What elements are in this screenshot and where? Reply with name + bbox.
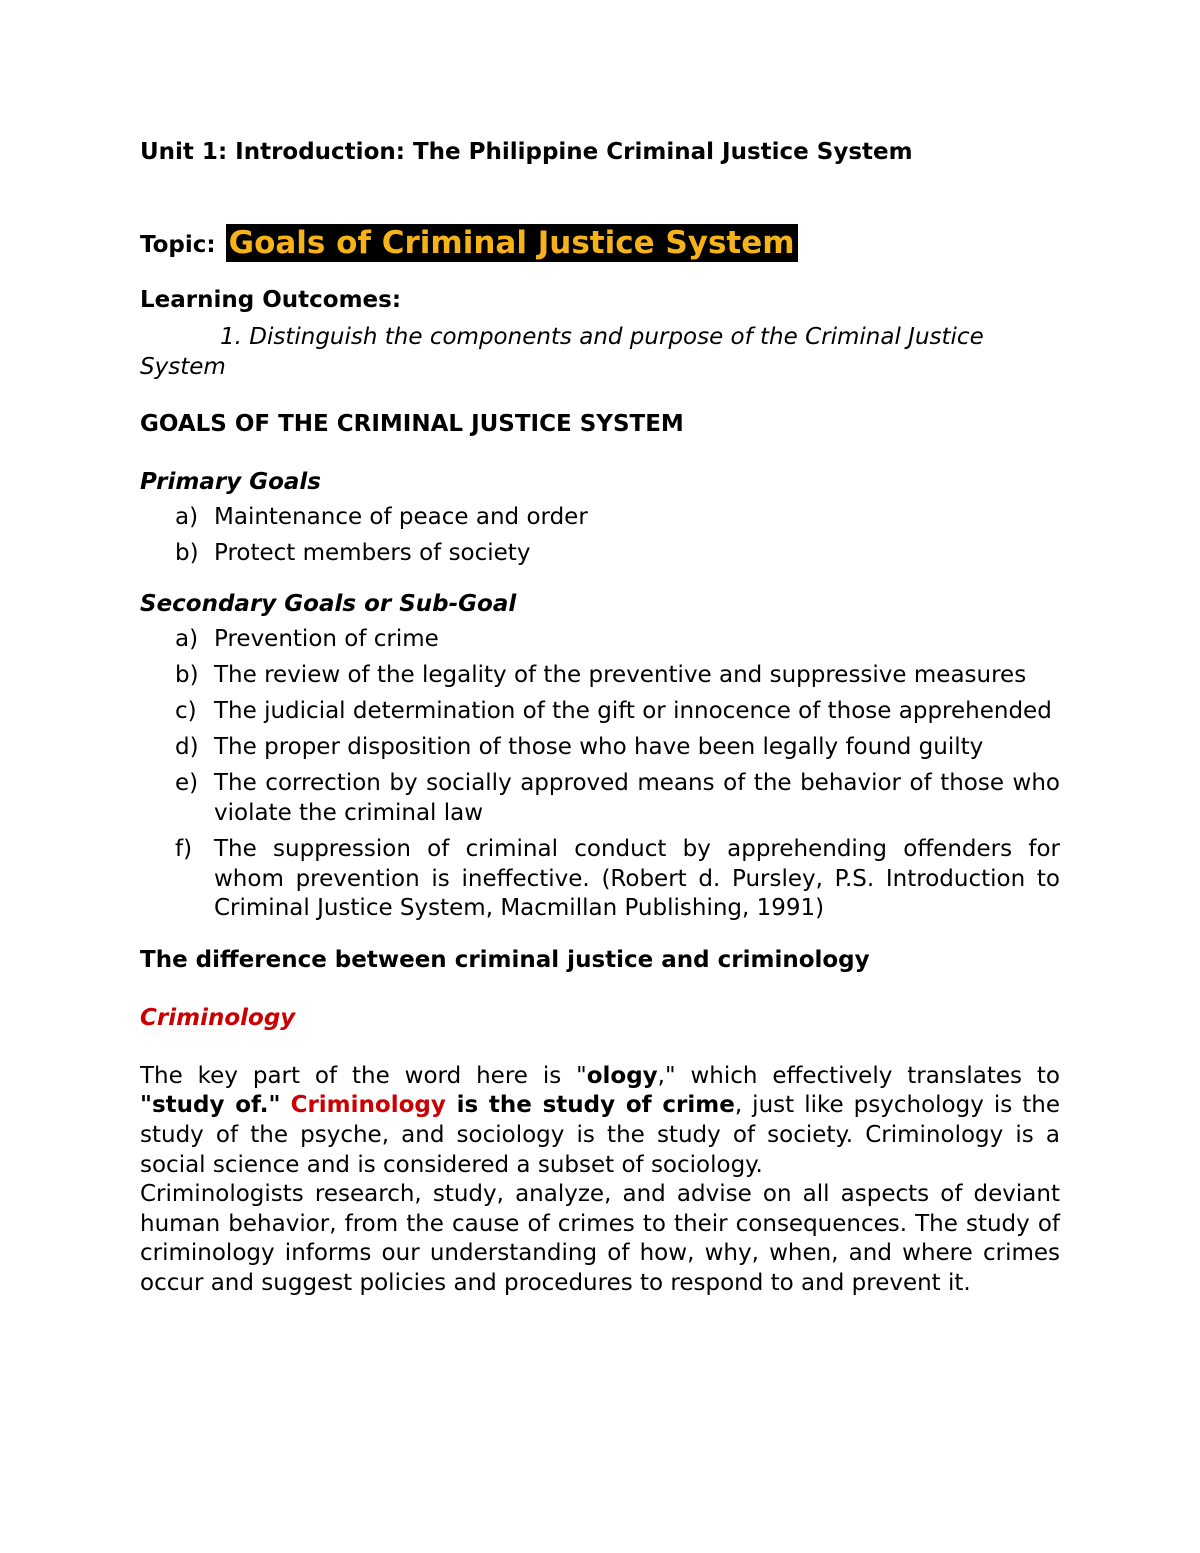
para-text: , just like psychology is the study of the psyche, and sociology is the study of society. Criminology is a social science and is considered a subset of sociology. — [140, 1092, 1061, 1178]
list-item-text: The correction by socially approved means of the behavior of those who violate the criminal law — [214, 770, 1060, 826]
para-red-criminology: Criminology — [290, 1092, 446, 1119]
list-item-text: Protect members of society — [214, 539, 531, 566]
topic-title-highlight: Goals of Criminal Justice System — [226, 224, 798, 262]
list-marker: c) — [175, 698, 197, 725]
secondary-goals-heading: Secondary Goals or Sub-Goal — [140, 591, 517, 618]
criminology-paragraph-2: Criminologists research, study, analyze, and advise on all aspects of deviant human behavior, from the cause of crimes to their consequences. The study of criminology informs our understanding of how, why, when, and where crimes occur and suggest policies and procedures to respond to and prevent it. — [140, 1181, 1060, 1297]
unit-title: Unit 1: Introduction: The Philippine Criminal Justice System — [140, 139, 913, 165]
list-item — [140, 661, 1060, 691]
list-item-text: The proper disposition of those who have been legally found guilty — [214, 734, 984, 761]
learning-outcomes-heading: Learning Outcomes: — [140, 286, 402, 313]
topic-label: Topic: — [140, 231, 216, 258]
list-item-text: The review of the legality of the preventive and suppressive measures — [214, 661, 1027, 688]
list-item-text: Maintenance of peace and order — [214, 503, 588, 530]
list-marker: b) — [175, 661, 199, 688]
list-marker: a) — [175, 503, 199, 530]
list-marker: f) — [175, 835, 193, 862]
list-item-text-with-citation — [214, 835, 1060, 924]
list-marker: d) — [175, 734, 199, 761]
list-item — [140, 697, 1060, 727]
list-marker: b) — [175, 539, 199, 566]
goals-section-heading: GOALS OF THE CRIMINAL JUSTICE SYSTEM — [140, 411, 684, 438]
para-text: ," which effectively translates to — [657, 1062, 1060, 1089]
topic-line — [140, 224, 1060, 262]
para-bold-study-of: "study of." — [140, 1092, 281, 1119]
document-page — [140, 138, 1060, 1299]
list-item — [140, 769, 1060, 828]
list-item-text: Prevention of crime — [214, 625, 439, 652]
para-text — [281, 1092, 291, 1118]
list-item-text: The suppression of criminal conduct by apprehending offenders for whom prevention is ineffective. — [214, 835, 1060, 892]
primary-goals-list — [140, 503, 1060, 569]
para-bold-ology: ology — [586, 1062, 658, 1089]
secondary-goals-list — [140, 625, 1060, 924]
list-item — [140, 539, 1060, 569]
criminology-paragraph-1 — [140, 1062, 1060, 1180]
learning-outcome-item: 1. Distinguish the components and purpose of the Criminal Justice System — [140, 324, 984, 380]
list-item-text: The judicial determination of the gift or innocence of those apprehended — [214, 698, 1052, 725]
criminology-heading: Criminology — [140, 1005, 296, 1032]
para-bold-study-of-crime: is the study of crime — [445, 1092, 735, 1119]
primary-goals-heading: Primary Goals — [140, 468, 321, 495]
list-item — [140, 503, 1060, 533]
list-marker: e) — [175, 770, 199, 797]
list-item — [140, 733, 1060, 763]
difference-heading: The difference between criminal justice and criminology — [140, 946, 870, 973]
list-marker: a) — [175, 625, 199, 652]
list-item — [140, 835, 1060, 924]
citation: (Robert d. Pursley, P.S. Introduction to Criminal Justice System, Macmillan Publishing, 1991) — [214, 865, 1060, 922]
list-item — [140, 625, 1060, 655]
para-text: The key part of the word here is " — [140, 1062, 587, 1089]
